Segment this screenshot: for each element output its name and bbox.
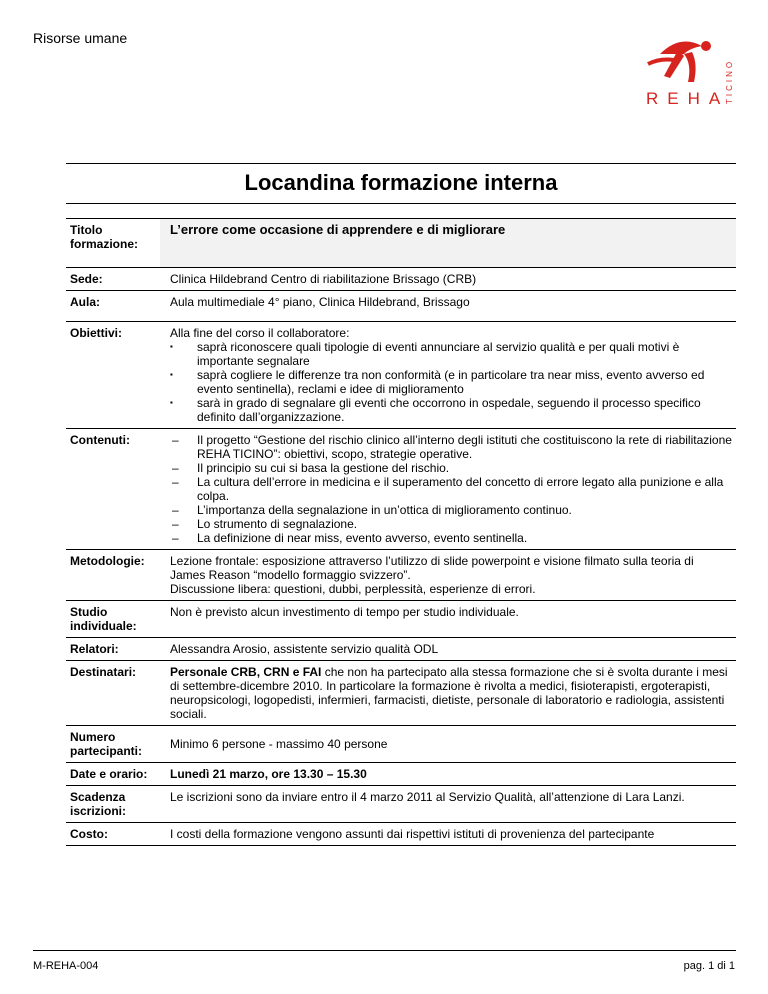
label-titolo: Titolo formazione:: [66, 219, 160, 268]
value-metodologie: [160, 550, 736, 601]
value-date: Lunedì 21 marzo, ore 13.30 – 15.30: [160, 763, 736, 786]
destinatari-bold: Personale CRB, CRN e FAI: [170, 665, 322, 679]
list-item: ▪ saprà cogliere le differenze tra non conformità (e in particolare tra near miss, evento avverso ed evento sentinella), reclami e idee di miglioramento: [170, 368, 732, 396]
value-destinatari: [160, 661, 736, 726]
value-scadenza: Le iscrizioni sono da inviare entro il 4 marzo 2011 al Servizio Qualità, all’attenzione di Lara Lanzi.: [160, 786, 736, 823]
label-obiettivi: Obiettivi:: [66, 322, 160, 429]
table-row-metodologie: [66, 550, 736, 601]
value-relatori: Alessandra Arosio, assistente servizio qualità ODL: [160, 638, 736, 661]
label-destinatari: Destinatari:: [66, 661, 160, 726]
value-sede: Clinica Hildebrand Centro di riabilitazione Brissago (CRB): [160, 268, 736, 291]
label-contenuti: Contenuti:: [66, 429, 160, 550]
table-row-obiettivi: [66, 322, 736, 429]
course-details-table: [66, 218, 736, 846]
page-title: Locandina formazione interna: [244, 170, 558, 195]
value-costo: I costi della formazione vengono assunti dai rispettivi istituti di provenienza del partecipante: [160, 823, 736, 846]
label-aula: Aula:: [66, 291, 160, 322]
footer-rule: [33, 950, 736, 951]
value-contenuti: [160, 429, 736, 550]
table-row-relatori: [66, 638, 736, 661]
table-row-numero: [66, 726, 736, 763]
department-header: Risorse umane: [33, 30, 128, 46]
label-metodologie: Metodologie:: [66, 550, 160, 601]
table-row-sede: [66, 268, 736, 291]
table-row-destinatari: [66, 661, 736, 726]
page-number: pag. 1 di 1: [683, 960, 735, 972]
table-row-scadenza: [66, 786, 736, 823]
list-item: – La cultura dell’errore in medicina e il superamento del concetto di errore legato alla punizione e alla colpa.: [170, 475, 732, 503]
label-sede: Sede:: [66, 268, 160, 291]
list-item: – Il principio su cui si basa la gestione del rischio.: [170, 461, 732, 475]
document-code: M-REHA-004: [33, 960, 99, 972]
label-costo: Costo:: [66, 823, 160, 846]
table-row-date: [66, 763, 736, 786]
table-row-contenuti: [66, 429, 736, 550]
label-date: Date e orario:: [66, 763, 160, 786]
table-row-aula: [66, 291, 736, 322]
destinatari-rest: che non ha partecipato alla stessa formazione che si è svolta durante i mesi di settembre-dicembre 2010. In particolare la formazione è rivolta a medici, fisioterapisti, ergoterapisti, neuropsicologi, logopedisti, infermieri, farmacisti, dietiste, personale di laboratorio e radiologia, assistenti sociali.: [170, 665, 728, 721]
label-relatori: Relatori:: [66, 638, 160, 661]
list-item: – L’importanza della segnalazione in un’ottica di miglioramento continuo.: [170, 503, 732, 517]
label-scadenza: Scadenza iscrizioni:: [66, 786, 160, 823]
label-numero: Numero partecipanti:: [66, 726, 160, 763]
metodologie-line-1: Lezione frontale: esposizione attraverso l’utilizzo di slide powerpoint e visione filmato sulla teoria di James Reason “modello formaggio svizzero”.: [170, 554, 694, 582]
title-top-rule: [66, 163, 736, 164]
value-numero: Minimo 6 persone - massimo 40 persone: [160, 726, 736, 763]
value-titolo: L’errore come occasione di apprendere e di migliorare: [160, 219, 736, 268]
metodologie-line-2: Discussione libera: questioni, dubbi, perplessità, esperienze di errori.: [170, 582, 536, 596]
obiettivi-intro: Alla fine del corso il collaboratore:: [170, 326, 350, 340]
table-row-studio: [66, 601, 736, 638]
table-row-costo: [66, 823, 736, 846]
list-item: ▪ sarà in grado di segnalare gli eventi che occorrono in ospedale, seguendo il processo specifico definito dall’organizzazione.: [170, 396, 732, 424]
reha-ticino-logo: [640, 24, 736, 110]
list-item: – Il progetto “Gestione del rischio clinico all’interno degli istituti che costituiscono la rete di riabilitazione REHA TICINO”: obiettivi, scopo, strategie operative.: [170, 433, 732, 461]
table-row-titolo: [66, 219, 736, 268]
value-studio: Non è previsto alcun investimento di tempo per studio individuale.: [160, 601, 736, 638]
contenuti-list: [170, 433, 732, 545]
logo-brand-text: REHA: [646, 89, 730, 108]
title-bottom-rule: [66, 203, 736, 204]
list-item: – Lo strumento di segnalazione.: [170, 517, 732, 531]
list-item: ▪ saprà riconoscere quali tipologie di eventi annunciare al servizio qualità e per quali motivi è importante segnalare: [170, 340, 732, 368]
label-studio: Studio individuale:: [66, 601, 160, 638]
value-obiettivi: [160, 322, 736, 429]
value-aula: Aula multimediale 4° piano, Clinica Hildebrand, Brissago: [160, 291, 736, 322]
logo-sub-text: TICINO: [725, 58, 734, 104]
list-item: – La definizione di near miss, evento avverso, evento sentinella.: [170, 531, 732, 545]
obiettivi-list: [170, 340, 732, 424]
